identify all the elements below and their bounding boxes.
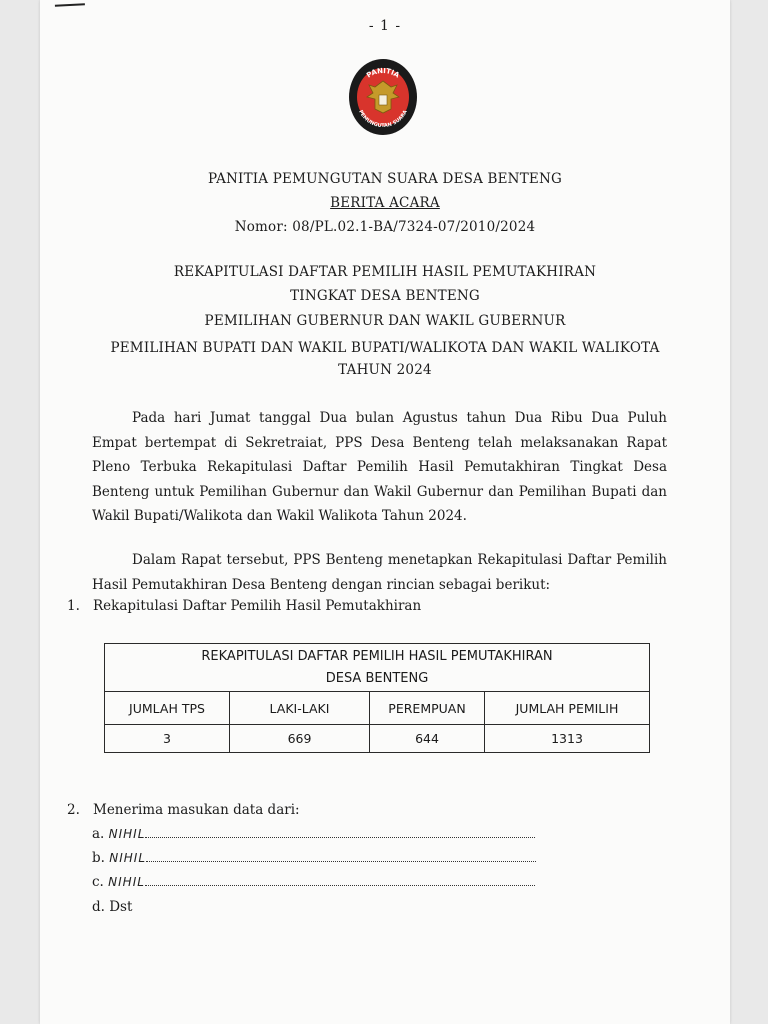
sub-item-a [92, 826, 535, 842]
table-header-male: LAKI-LAKI [230, 692, 370, 725]
title-line-2: TINGKAT DESA BENTENG [290, 288, 480, 304]
list-item-1 [67, 598, 421, 614]
list-item-2-number: 2. [67, 802, 80, 818]
sub-item-a-dotted-line [145, 827, 535, 838]
sub-item-c-label: c. [92, 874, 104, 890]
sub-item-d-label: d. [92, 899, 105, 915]
sub-item-c-handwritten: NIHIL [108, 875, 145, 889]
sub-item-d [92, 899, 132, 915]
title-line-4: PEMILIHAN BUPATI DAN WAKIL BUPATI/WALIKOTA DAN WAKIL WALIKOTA [110, 340, 660, 356]
paragraph-meeting [92, 548, 667, 597]
kpu-logo-icon [347, 57, 419, 137]
org-name: PANITIA PEMUNGUTAN SUARA DESA BENTENG [208, 171, 562, 187]
recap-table [104, 643, 650, 753]
table-header-female: PEREMPUAN [370, 692, 485, 725]
list-item-2 [67, 802, 300, 818]
sub-item-c-dotted-line [145, 875, 535, 886]
table-title-line-2: DESA BENTENG [325, 670, 429, 686]
sub-item-b-dotted-line [146, 851, 536, 862]
sub-item-a-handwritten: NIHIL [108, 827, 146, 841]
list-item-1-text: Rekapitulasi Daftar Pemilih Hasil Pemutakhiran [93, 598, 422, 614]
table-cell-total: 1313 [485, 725, 650, 753]
title-line-1: REKAPITULASI DAFTAR PEMILIH HASIL PEMUTAKHIRAN [173, 264, 597, 280]
table-cell-tps: 3 [105, 725, 230, 753]
table-header-total: JUMLAH PEMILIH [485, 692, 650, 725]
sub-item-b-handwritten: NIHIL [109, 851, 146, 865]
list-item-2-text: Menerima masukan data dari: [93, 802, 300, 818]
table-cell-female: 644 [370, 725, 485, 753]
logo-top-text: PANITIA [365, 66, 401, 80]
list-item-1-number: 1. [67, 598, 80, 614]
sub-item-b-label: b. [92, 850, 105, 866]
title-line-5: TAHUN 2024 [338, 362, 432, 378]
table-header-tps: JUMLAH TPS [105, 692, 230, 725]
doc-type: BERITA ACARA [330, 195, 440, 211]
table-cell-male: 669 [230, 725, 370, 753]
sub-item-c [92, 874, 535, 890]
paragraph-opening-text: Pada hari Jumat tanggal Dua bulan Agustus tahun Dua Ribu Dua Puluh Empat bertempat di Sekretraiat, PPS Desa Benteng telah melaksanakan Rapat Pleno Terbuka Rekapitulasi Daftar Pemilih Hasil Pemutakhiran Tingkat Desa Benteng untuk Pemilihan Gubernur dan Wakil Gubernur dan Pemilihan Bupati dan Wakil Bupati/Walikota dan Wakil Walikota Tahun 2024. [92, 410, 667, 524]
table-title-cell [105, 644, 650, 692]
paragraph-meeting-text: Dalam Rapat tersebut, PPS Benteng menetapkan Rekapitulasi Daftar Pemilih Hasil Pemutakhiran Desa Benteng dengan rincian sebagai berikut: [92, 552, 667, 593]
sub-item-a-label: a. [92, 826, 105, 842]
sub-item-b [92, 850, 536, 866]
table-title-line-1: REKAPITULASI DAFTAR PEMILIH HASIL PEMUTAKHIRAN [201, 648, 553, 664]
sub-item-d-text: Dst [109, 899, 133, 915]
paragraph-opening [92, 406, 667, 529]
logo-bottom-text: PEMUNGUTAN SUARA [357, 109, 409, 130]
doc-number: Nomor: 08/PL.02.1-BA/7324-07/2010/2024 [234, 219, 536, 235]
page-number: - 1 - [368, 18, 402, 34]
title-line-3: PEMILIHAN GUBERNUR DAN WAKIL GUBERNUR [204, 313, 566, 329]
